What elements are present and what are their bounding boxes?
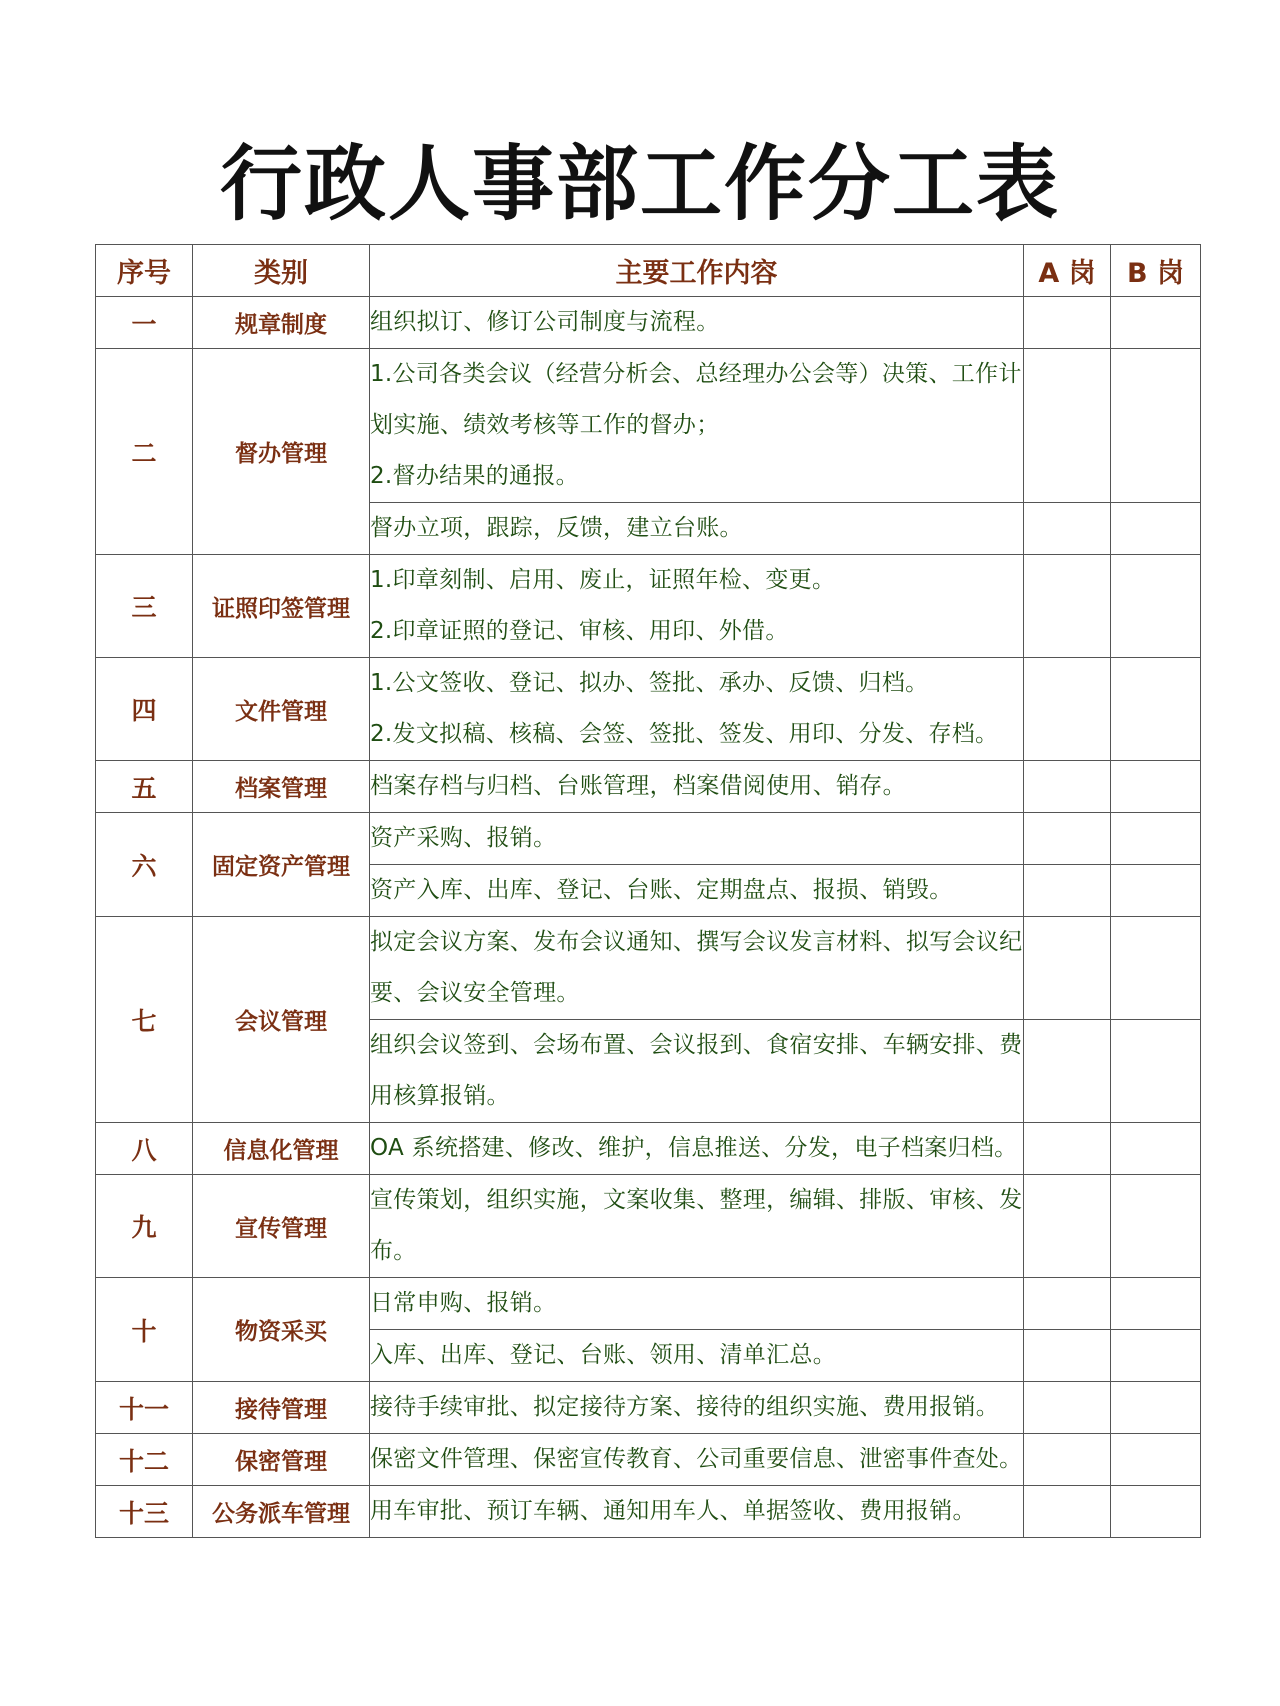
table-row bbox=[96, 349, 1201, 503]
seq-cell: 五 bbox=[96, 761, 193, 813]
seq-cell: 六 bbox=[96, 813, 193, 917]
table-row bbox=[96, 1382, 1201, 1434]
seq-cell: 四 bbox=[96, 658, 193, 761]
content-cell bbox=[370, 503, 1024, 555]
b-post-cell[interactable] bbox=[1111, 917, 1201, 1020]
content-line: 资产采购、报销。 bbox=[370, 825, 557, 851]
seq-cell: 八 bbox=[96, 1123, 193, 1175]
page-title: 行政人事部工作分工表 bbox=[219, 137, 1060, 232]
b-post-cell[interactable] bbox=[1111, 813, 1201, 865]
b-post-cell[interactable] bbox=[1111, 1123, 1201, 1175]
b-post-cell[interactable] bbox=[1111, 1382, 1201, 1434]
table-row bbox=[96, 917, 1201, 1020]
content-line: 日常申购、报销。 bbox=[370, 1290, 557, 1316]
table-body bbox=[96, 297, 1201, 1538]
seq-cell: 七 bbox=[96, 917, 193, 1123]
content-cell bbox=[370, 1330, 1024, 1382]
category-cell: 档案管理 bbox=[193, 761, 370, 813]
category-cell: 固定资产管理 bbox=[193, 813, 370, 917]
b-post-cell[interactable] bbox=[1111, 1278, 1201, 1330]
content-line: 用车审批、预订车辆、通知用车人、单据签收、费用报销。 bbox=[370, 1498, 976, 1524]
header-content: 主要工作内容 bbox=[370, 245, 1024, 297]
content-cell bbox=[370, 1382, 1024, 1434]
table-row bbox=[96, 813, 1201, 865]
content-cell bbox=[370, 1434, 1024, 1486]
a-post-cell[interactable] bbox=[1024, 1123, 1111, 1175]
seq-cell: 十 bbox=[96, 1278, 193, 1382]
a-post-cell[interactable] bbox=[1024, 1278, 1111, 1330]
content-line: 入库、出库、登记、台账、领用、清单汇总。 bbox=[370, 1342, 836, 1368]
content-line: 1.公文签收、登记、拟办、签批、承办、反馈、归档。 bbox=[370, 670, 929, 696]
a-post-cell[interactable] bbox=[1024, 658, 1111, 761]
header-row bbox=[96, 245, 1201, 297]
table-row bbox=[96, 297, 1201, 349]
content-line: 档案存档与归档、台账管理，档案借阅使用、销存。 bbox=[370, 773, 906, 799]
table-row bbox=[96, 555, 1201, 658]
b-post-cell[interactable] bbox=[1111, 503, 1201, 555]
category-cell: 会议管理 bbox=[193, 917, 370, 1123]
seq-cell: 一 bbox=[96, 297, 193, 349]
content-cell bbox=[370, 349, 1024, 503]
b-post-cell[interactable] bbox=[1111, 1175, 1201, 1278]
a-post-cell[interactable] bbox=[1024, 1020, 1111, 1123]
category-cell: 物资采买 bbox=[193, 1278, 370, 1382]
b-post-cell[interactable] bbox=[1111, 555, 1201, 658]
content-line: 2.印章证照的登记、审核、用印、外借。 bbox=[370, 618, 789, 644]
content-line: 组织会议签到、会场布置、会议报到、食宿安排、车辆安排、费用核算报销。 bbox=[370, 1032, 1023, 1109]
b-post-cell[interactable] bbox=[1111, 1486, 1201, 1538]
content-cell bbox=[370, 1175, 1024, 1278]
a-post-cell[interactable] bbox=[1024, 297, 1111, 349]
content-line: 资产入库、出库、登记、台账、定期盘点、报损、销毁。 bbox=[370, 877, 953, 903]
header-b-post: B 岗 bbox=[1111, 245, 1201, 297]
b-post-cell[interactable] bbox=[1111, 658, 1201, 761]
table-row bbox=[96, 1175, 1201, 1278]
b-post-cell[interactable] bbox=[1111, 297, 1201, 349]
a-post-cell[interactable] bbox=[1024, 1486, 1111, 1538]
b-post-cell[interactable] bbox=[1111, 1020, 1201, 1123]
a-post-cell[interactable] bbox=[1024, 349, 1111, 503]
a-post-cell[interactable] bbox=[1024, 761, 1111, 813]
b-post-cell[interactable] bbox=[1111, 865, 1201, 917]
table-row bbox=[96, 1278, 1201, 1330]
category-cell: 规章制度 bbox=[193, 297, 370, 349]
header-a-post: A 岗 bbox=[1024, 245, 1111, 297]
header-seq: 序号 bbox=[96, 245, 193, 297]
content-cell bbox=[370, 917, 1024, 1020]
content-line: 2.督办结果的通报。 bbox=[370, 463, 579, 489]
category-cell: 公务派车管理 bbox=[193, 1486, 370, 1538]
b-post-cell[interactable] bbox=[1111, 1434, 1201, 1486]
content-cell bbox=[370, 1020, 1024, 1123]
category-cell: 督办管理 bbox=[193, 349, 370, 555]
content-cell bbox=[370, 658, 1024, 761]
content-line: 组织拟订、修订公司制度与流程。 bbox=[370, 309, 720, 335]
content-cell bbox=[370, 1486, 1024, 1538]
a-post-cell[interactable] bbox=[1024, 555, 1111, 658]
category-cell: 宣传管理 bbox=[193, 1175, 370, 1278]
category-cell: 保密管理 bbox=[193, 1434, 370, 1486]
category-cell: 接待管理 bbox=[193, 1382, 370, 1434]
content-line: 2.发文拟稿、核稿、会签、签批、签发、用印、分发、存档。 bbox=[370, 721, 999, 747]
content-cell bbox=[370, 761, 1024, 813]
seq-cell: 十三 bbox=[96, 1486, 193, 1538]
content-line: OA 系统搭建、修改、维护，信息推送、分发，电子档案归档。 bbox=[370, 1135, 1018, 1161]
seq-cell: 十二 bbox=[96, 1434, 193, 1486]
content-cell bbox=[370, 865, 1024, 917]
work-division-table bbox=[95, 244, 1201, 1538]
content-line: 督办立项，跟踪，反馈，建立台账。 bbox=[370, 515, 743, 541]
content-line: 宣传策划，组织实施，文案收集、整理，编辑、排版、审核、发布。 bbox=[370, 1187, 1023, 1264]
a-post-cell[interactable] bbox=[1024, 1330, 1111, 1382]
content-cell bbox=[370, 1123, 1024, 1175]
header-category: 类别 bbox=[193, 245, 370, 297]
content-line: 保密文件管理、保密宣传教育、公司重要信息、泄密事件查处。 bbox=[370, 1446, 1023, 1472]
a-post-cell[interactable] bbox=[1024, 865, 1111, 917]
a-post-cell[interactable] bbox=[1024, 1382, 1111, 1434]
content-line: 接待手续审批、拟定接待方案、接待的组织实施、费用报销。 bbox=[370, 1394, 1000, 1420]
table-row bbox=[96, 1123, 1201, 1175]
content-line: 拟定会议方案、发布会议通知、撰写会议发言材料、拟写会议纪要、会议安全管理。 bbox=[370, 929, 1023, 1006]
category-cell: 信息化管理 bbox=[193, 1123, 370, 1175]
seq-cell: 九 bbox=[96, 1175, 193, 1278]
category-cell: 文件管理 bbox=[193, 658, 370, 761]
b-post-cell[interactable] bbox=[1111, 349, 1201, 503]
table-row bbox=[96, 1486, 1201, 1538]
content-cell bbox=[370, 813, 1024, 865]
table-row bbox=[96, 1434, 1201, 1486]
content-line: 1.公司各类会议（经营分析会、总经理办公会等）决策、工作计划实施、绩效考核等工作的督办； bbox=[370, 361, 1022, 438]
table-row bbox=[96, 658, 1201, 761]
a-post-cell[interactable] bbox=[1024, 1175, 1111, 1278]
seq-cell: 三 bbox=[96, 555, 193, 658]
seq-cell: 二 bbox=[96, 349, 193, 555]
a-post-cell[interactable] bbox=[1024, 917, 1111, 1020]
a-post-cell[interactable] bbox=[1024, 1434, 1111, 1486]
a-post-cell[interactable] bbox=[1024, 813, 1111, 865]
content-cell bbox=[370, 1278, 1024, 1330]
content-line: 1.印章刻制、启用、废止，证照年检、变更。 bbox=[370, 567, 836, 593]
a-post-cell[interactable] bbox=[1024, 503, 1111, 555]
b-post-cell[interactable] bbox=[1111, 1330, 1201, 1382]
category-cell: 证照印签管理 bbox=[193, 555, 370, 658]
b-post-cell[interactable] bbox=[1111, 761, 1201, 813]
content-cell bbox=[370, 555, 1024, 658]
content-cell bbox=[370, 297, 1024, 349]
table-row bbox=[96, 761, 1201, 813]
seq-cell: 十一 bbox=[96, 1382, 193, 1434]
